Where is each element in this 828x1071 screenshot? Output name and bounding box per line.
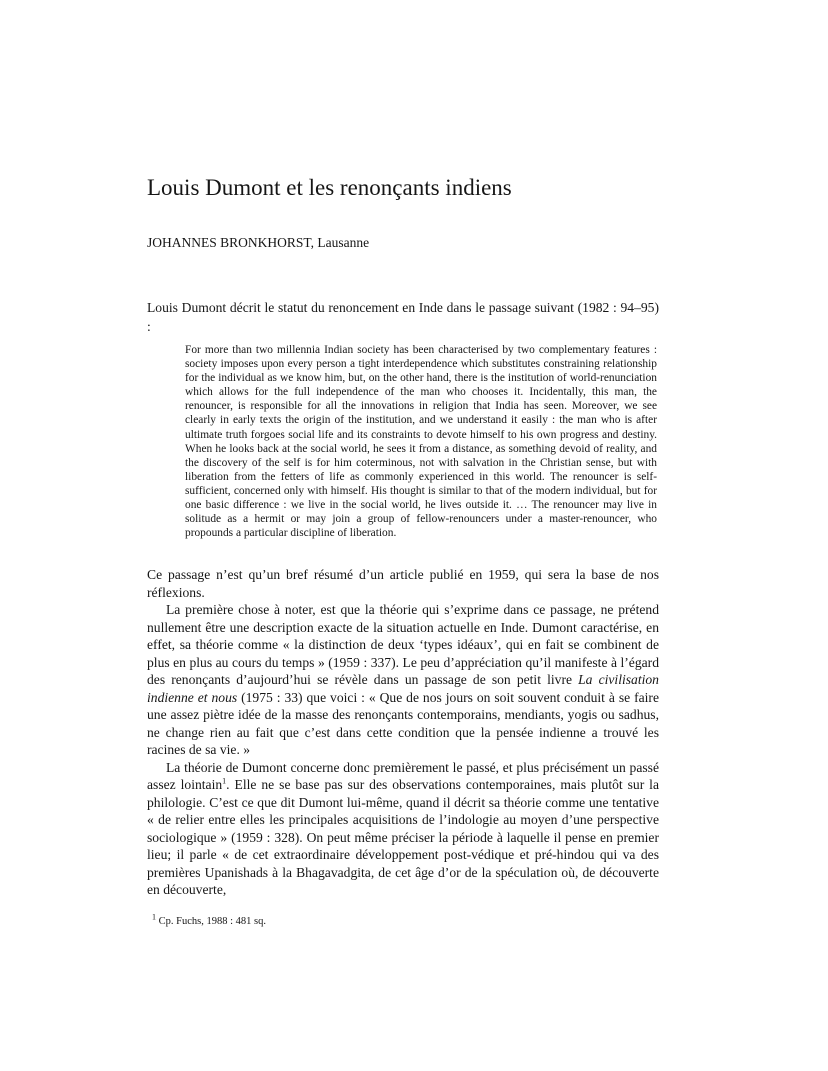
paragraph-1: Ce passage n’est qu’un bref résumé d’un article publié en 1959, qui sera la base de nos réflexions. [147,567,659,600]
footnote-text: Cp. Fuchs, 1988 : 481 sq. [156,916,266,927]
book-title: La civilisation indienne et nous [147,672,659,705]
block-quote: For more than two millennia Indian society has been characterised by two complementary features : society imposes upon every person a tight interdependence which substitutes constraining relationship for the individual as we know him, but, on the other hand, there is the institution of world-renunciation which allows for the full independence of the man who chooses it. Incidentally, this man, the renouncer, is responsible for all the innovations in religion that India has seen. Moreover, we see clearly in early texts the origin of the institution, and we understand it easily : the man who is after ultimate truth forgoes social life and its constraints to devote himself to his own progress and destiny. When he looks back at the social world, he sees it from a distance, as something devoid of reality, and the discovery of the self is for him coterminous, not with salvation in the Christian sense, but with liberation from the fetters of life as commonly experienced in this world. The renouncer is self-sufficient, concerned only with himself. His thought is similar to that of the modern individual, but for one basic difference : we live in the social world, he lives outside it. … The renouncer may live in solitude as a hermit or may join a group of fellow-renouncers under a master-renouncer, who propounds a particular discipline of liberation. [185,344,657,540]
footnote [152,912,266,928]
article-title: Louis Dumont et les renonçants indiens [147,175,512,200]
intro-paragraph: Louis Dumont décrit le statut du renoncement en Inde dans le passage suivant (1982 : 94–95) : [147,300,659,334]
paragraph-3-text-a: La théorie de Dumont concerne donc premièrement le passé, et plus précisément un passé assez lointain [147,759,659,792]
paragraph-3-text-b: . Elle ne se base pas sur des observations contemporaines, mais plutôt sur la philologie. C’est ce que dit Dumont lui-même, quand il décrit sa théorie comme une tentative « de relier entre elles les principales acquisitions de l’indologie au moyen d’une perspective sociologique » (1959 : 328). On peut même préciser la période à laquelle il pense en premier lieu; il parle « de cet extraordinaire développement post-védique et pré-hindou qui va des premières Upanishads à la Bhagavadgita, de cet âge d’or de la spéculation où, de découverte en découverte, [147,777,659,897]
paragraph-3 [147,759,659,899]
footnote-reference: 1 [222,776,227,786]
paragraph-2-text-a: La première chose à noter, est que la théorie qui s’exprime dans ce passage, ne prétend nullement être une description exacte de la situation actuelle en Inde. Dumont caractérise, en effet, sa théorie comme « la distinction de deux ‘types idéaux’, qui en fait se combinent de plus en plus au cours du temps » (1959 : 337). Le peu d’appréciation qu’il manifeste à l’égard des renonçants d’aujourd’hui se révèle dans un passage de son petit livre [147,602,659,687]
article-author: JOHANNES BRONKHORST, Lausanne [147,235,370,250]
body-text [147,566,659,899]
paragraph-2 [147,601,659,759]
paragraph-2-text-b: (1975 : 33) que voici : « Que de nos jours on soit souvent conduit à se faire une assez piètre idée de la masse des renonçants contemporains, mendiants, yogis ou sadhus, ne change rien au fait que c’est dans cette condition que la pensée indienne a trouvé les racines de sa vie. » [147,689,659,757]
footnote-marker: 1 [152,912,156,922]
